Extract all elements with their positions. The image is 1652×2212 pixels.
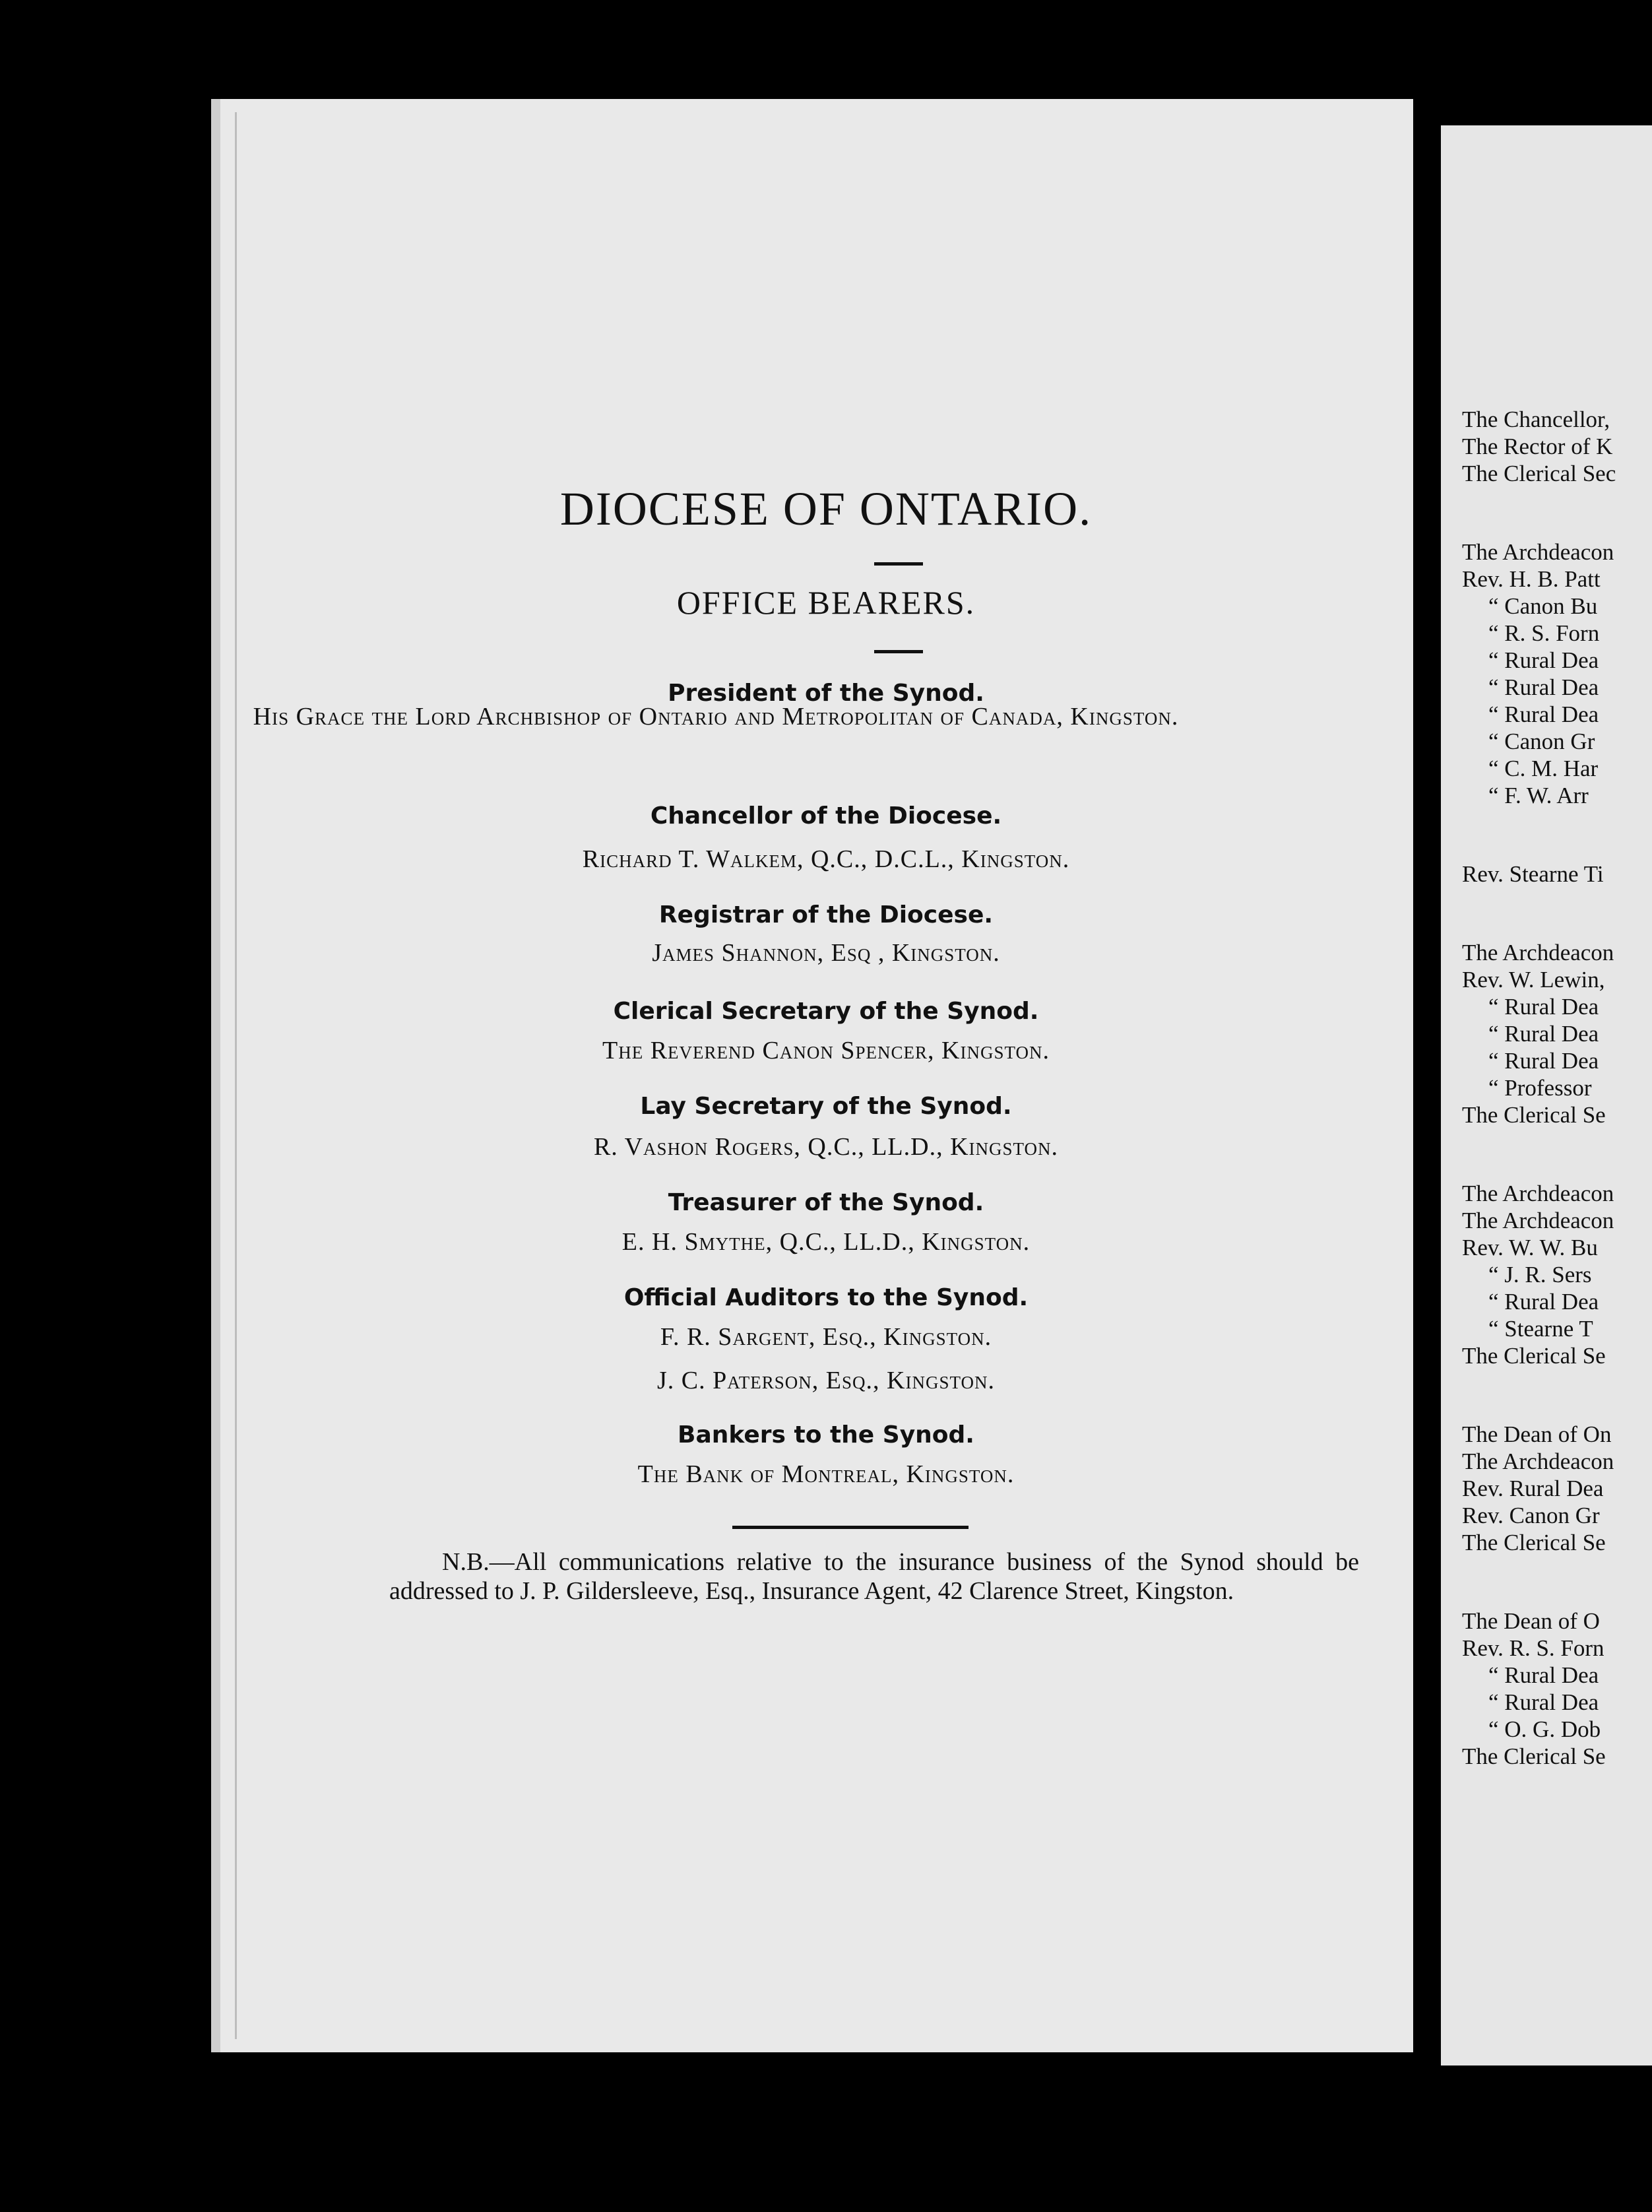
facing-page-line: “ Rural Dea (1488, 1021, 1599, 1047)
facing-page-line: The Rector of K (1462, 434, 1613, 459)
section-heading-registrar: Registrar of the Diocese. (658, 901, 994, 928)
facing-page-line: “ Rural Dea (1488, 1662, 1599, 1688)
divider (874, 562, 923, 566)
facing-page-line: “ Rural Dea (1488, 701, 1599, 727)
facing-page-gap (1462, 888, 1616, 939)
facing-page-line: Rev. H. B. Patt (1462, 566, 1601, 592)
facing-page-line: Rev. W. W. Bu (1462, 1235, 1598, 1260)
facing-page-line: The Chancellor, (1462, 407, 1610, 432)
page-title: DIOCESE OF ONTARIO. (559, 482, 1093, 535)
facing-page-line: The Dean of O (1462, 1608, 1600, 1634)
facing-page-gap (1462, 1128, 1616, 1180)
section-heading-chancellor: Chancellor of the Diocese. (650, 802, 1002, 830)
facing-page-line: The Dean of On (1462, 1421, 1612, 1447)
facing-page-line: “ Rural Dea (1488, 1689, 1599, 1715)
divider (874, 650, 923, 653)
facing-page-line: The Archdeacon (1462, 940, 1614, 965)
page-subtitle: OFFICE BEARERS. (676, 584, 976, 621)
facing-page-line: The Archdeacon (1462, 539, 1614, 565)
facing-page-line: “ R. S. Forn (1488, 620, 1600, 646)
section-entry-clerical-secretary: The Reverend Canon Spencer, Kingston. (602, 1037, 1050, 1064)
facing-page-line: “ Rural Dea (1488, 1048, 1599, 1074)
facing-page-line: “ F. W. Arr (1488, 783, 1589, 808)
facing-page-line: The Clerical Se (1462, 1343, 1606, 1369)
section-entry-lay-secretary: R. Vashon Rogers, Q.C., LL.D., Kingston. (593, 1133, 1059, 1161)
facing-page (1441, 125, 1652, 2066)
left-page (211, 99, 1413, 2052)
section-entry-auditor: J. C. Paterson, Esq., Kingston. (657, 1367, 995, 1394)
facing-page-line: “ Canon Gr (1488, 729, 1595, 754)
facing-page-line: Rev. R. S. Forn (1462, 1635, 1604, 1661)
section-entry-registrar: James Shannon, Esq , Kingston. (652, 939, 1000, 967)
divider-long (732, 1526, 969, 1529)
section-heading-bankers: Bankers to the Synod. (678, 1421, 974, 1448)
facing-page-line: The Clerical Sec (1462, 461, 1616, 486)
section-heading-president: President of the Synod. (668, 680, 984, 707)
section-entry-bankers: The Bank of Montreal, Kingston. (637, 1460, 1015, 1488)
facing-page-line: “ C. M. Har (1488, 756, 1599, 781)
section-entry-chancellor: Richard T. Walkem, Q.C., D.C.L., Kingston. (582, 845, 1070, 873)
facing-page-line: The Archdeacon (1462, 1208, 1614, 1233)
section-heading-auditors: Official Auditors to the Synod. (623, 1284, 1029, 1311)
facing-page-line: “ Rural Dea (1488, 994, 1599, 1020)
facing-page-lines (1462, 406, 1616, 1770)
facing-page-line: “ Rural Dea (1488, 1289, 1599, 1315)
note-paragraph: N.B.—All communications relative to the insurance business of the Synod should be addressed to J. P. Gildersleeve, Esq., Insurance Agent, 42 Clarence Street, Kingston. (389, 1548, 1359, 1605)
facing-page-line: “ Rural Dea (1488, 647, 1599, 673)
facing-page-gap (1462, 1369, 1616, 1421)
facing-page-line: “ Canon Bu (1488, 593, 1598, 619)
page-edge (235, 112, 237, 2039)
facing-page-gap (1462, 1556, 1616, 1608)
facing-page-line: Rev. W. Lewin, (1462, 967, 1605, 992)
facing-page-gap (1462, 809, 1616, 861)
facing-page-line: The Clerical Se (1462, 1743, 1606, 1769)
facing-page-line: The Archdeacon (1462, 1181, 1614, 1206)
facing-page-line: The Clerical Se (1462, 1102, 1606, 1128)
facing-page-line: “ J. R. Sers (1488, 1262, 1592, 1287)
facing-page-line: “ Rural Dea (1488, 674, 1599, 700)
section-heading-treasurer: Treasurer of the Synod. (668, 1189, 984, 1216)
section-entry-treasurer: E. H. Smythe, Q.C., LL.D., Kingston. (621, 1228, 1031, 1256)
facing-page-gap (1462, 487, 1616, 538)
section-heading-clerical-secretary: Clerical Secretary of the Synod. (613, 998, 1039, 1025)
facing-page-line: The Archdeacon (1462, 1448, 1614, 1474)
facing-page-line: “ O. G. Dob (1488, 1716, 1601, 1742)
section-entry-president: His Grace the Lord Archbishop of Ontario and Metropolitan of Canada, Kingston. (253, 703, 1179, 731)
facing-page-line: “ Stearne T (1488, 1316, 1593, 1342)
section-heading-lay-secretary: Lay Secretary of the Synod. (640, 1093, 1012, 1120)
facing-page-line: Rev. Stearne Ti (1462, 861, 1604, 887)
facing-page-line: “ Professor (1488, 1075, 1592, 1101)
facing-page-line: Rev. Canon Gr (1462, 1503, 1600, 1528)
section-entry-auditor: F. R. Sargent, Esq., Kingston. (660, 1323, 992, 1351)
facing-page-line: The Clerical Se (1462, 1530, 1606, 1555)
facing-page-line: Rev. Rural Dea (1462, 1476, 1604, 1501)
